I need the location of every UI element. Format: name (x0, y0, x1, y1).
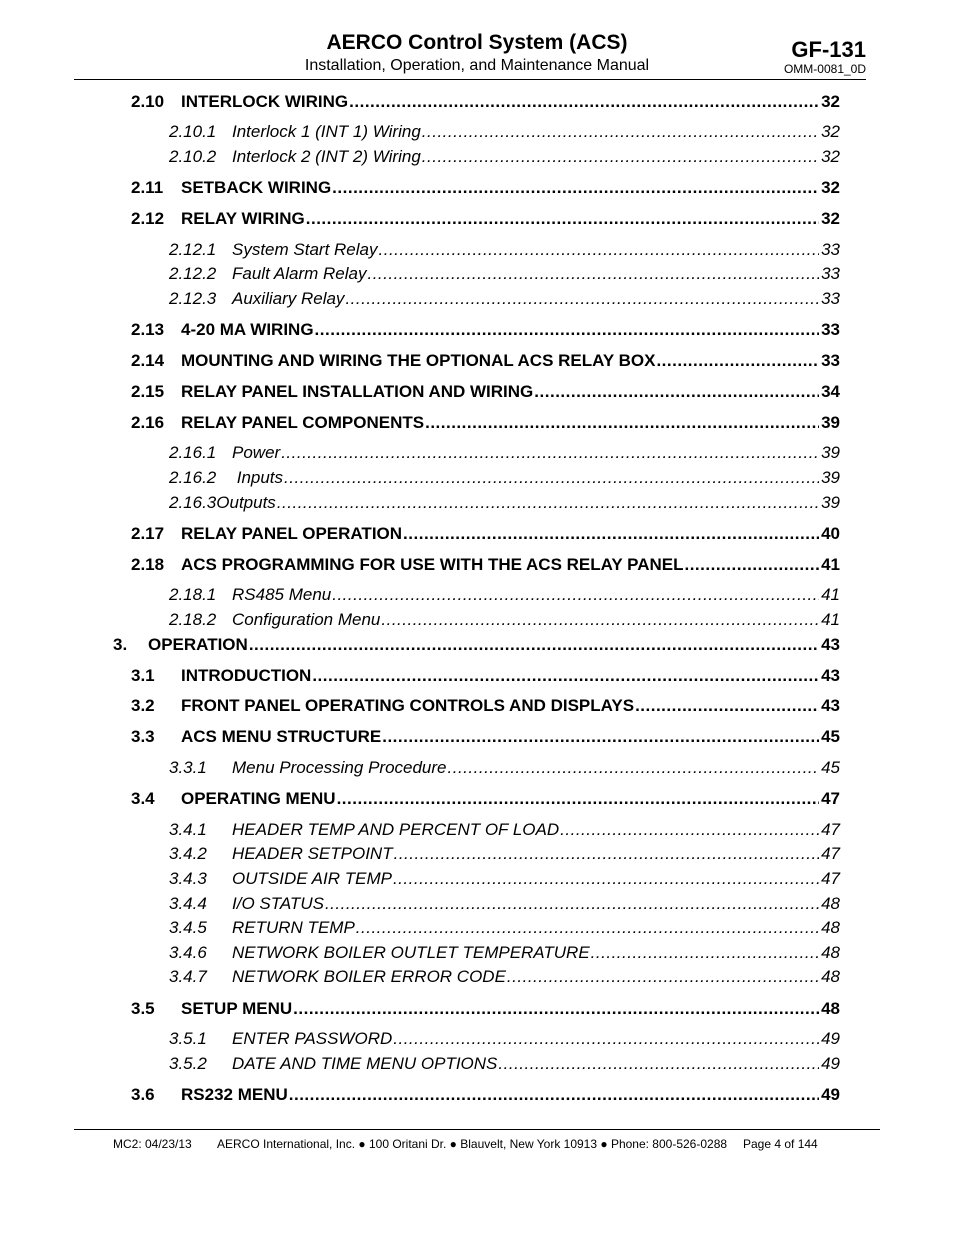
toc-entry-number: 2.16.2 (169, 468, 217, 487)
toc-dot-leader (684, 555, 819, 575)
toc-entry-number: 2.18.1 (169, 585, 217, 604)
toc-entry[interactable] (131, 524, 840, 544)
toc-entry-title: INTRODUCTION (181, 666, 312, 685)
toc-entry-page: 48 (821, 894, 840, 913)
toc-dot-leader (422, 122, 819, 142)
toc-entry-page: 34 (821, 382, 840, 401)
toc-entry-number: 3.6 (131, 1085, 155, 1104)
toc-entry-number: 2.16 (131, 413, 165, 432)
toc-entry-page: 49 (821, 1029, 840, 1048)
toc-entry-title: Auxiliary Relay (232, 289, 345, 308)
toc-entry-number: 2.10 (131, 92, 165, 111)
toc-entry-title: ACS PROGRAMMING FOR USE WITH THE ACS RELAY PANEL (181, 555, 684, 574)
toc-entry-page: 39 (821, 468, 840, 487)
toc-entry-page: 32 (821, 209, 840, 228)
toc-entry-title: I/O STATUS (232, 894, 324, 913)
toc-entry-title: SETBACK WIRING (181, 178, 332, 197)
toc-dot-leader (284, 468, 819, 488)
toc-entry[interactable] (169, 264, 840, 284)
toc-entry-page: 43 (821, 696, 840, 715)
toc-entry-title: OUTSIDE AIR TEMP (232, 869, 392, 888)
toc-entry-number: 3.2 (131, 696, 155, 715)
toc-entry[interactable] (169, 894, 840, 914)
toc-dot-leader (381, 610, 819, 630)
toc-entry-page: 47 (821, 844, 840, 863)
toc-entry[interactable] (131, 999, 840, 1019)
toc-entry[interactable] (169, 967, 840, 987)
toc-entry-number: 3.3 (131, 727, 155, 746)
toc-entry[interactable] (169, 493, 840, 513)
toc-entry[interactable] (131, 382, 840, 402)
toc-entry-number: 2.10.2 (169, 147, 217, 166)
toc-entry-number: 2.18.2 (169, 610, 217, 629)
toc-entry[interactable] (169, 844, 840, 864)
toc-entry-page: 33 (821, 320, 840, 339)
toc-entry[interactable] (131, 320, 840, 340)
toc-entry[interactable] (131, 92, 840, 112)
toc-entry-page: 43 (821, 666, 840, 685)
toc-entry[interactable] (169, 943, 840, 963)
toc-entry-page: 32 (821, 122, 840, 141)
toc-dot-leader (656, 351, 819, 371)
toc-entry[interactable] (169, 122, 840, 142)
footer-company-info: AERCO International, Inc. ● 100 Oritani Dr. ● Blauvelt, New York 10913 ● Phone: 800-526-0288 (217, 1137, 728, 1151)
toc-entry-title: HEADER TEMP AND PERCENT OF LOAD (232, 820, 560, 839)
toc-dot-leader (356, 918, 819, 938)
toc-entry-number: 2.12 (131, 209, 165, 228)
toc-entry-title: Interlock 2 (INT 2) Wiring (232, 147, 421, 166)
toc-entry-page: 49 (821, 1054, 840, 1073)
toc-entry-number: 3.5.1 (169, 1029, 207, 1048)
toc-entry-title: Menu Processing Procedure (232, 758, 447, 777)
toc-entry-number: 2.18 (131, 555, 165, 574)
toc-entry[interactable] (131, 178, 840, 198)
toc-entry-page: 41 (821, 555, 840, 574)
toc-dot-leader (507, 967, 819, 987)
toc-entry-number: 3.4.5 (169, 918, 207, 937)
toc-entry-page: 33 (821, 289, 840, 308)
toc-entry-number: 2.15 (131, 382, 165, 401)
toc-entry-page: 32 (821, 92, 840, 111)
toc-entry-title: ACS MENU STRUCTURE (181, 727, 382, 746)
toc-entry-number: 3. (113, 635, 128, 654)
toc-entry-page: 45 (821, 727, 840, 746)
toc-entry-title: INTERLOCK WIRING (181, 92, 349, 111)
toc-entry-number: 2.14 (131, 351, 165, 370)
toc-entry-number: 2.12.2 (169, 264, 217, 283)
toc-entry-title: FRONT PANEL OPERATING CONTROLS AND DISPLAYS (181, 696, 635, 715)
toc-entry-page: 48 (821, 999, 840, 1018)
toc-dot-leader (422, 147, 819, 167)
toc-entry-page: 33 (821, 240, 840, 259)
document-subtitle: Installation, Operation, and Maintenance Manual (304, 57, 650, 74)
toc-entry[interactable] (169, 1029, 840, 1049)
toc-entry-title: Power (232, 443, 281, 462)
toc-dot-leader (448, 758, 820, 778)
toc-entry-page: 41 (821, 610, 840, 629)
footer-page-number: Page 4 of 144 (743, 1137, 818, 1151)
toc-dot-leader (277, 493, 819, 513)
toc-entry[interactable] (131, 666, 840, 686)
toc-entry-number: 3.1 (131, 666, 155, 685)
toc-entry-title: Configuration Menu (232, 610, 381, 629)
toc-dot-leader (337, 789, 820, 809)
toc-entry-page: 40 (821, 524, 840, 543)
toc-entry[interactable] (169, 443, 840, 463)
toc-dot-leader (345, 289, 819, 309)
toc-entry[interactable] (169, 147, 840, 167)
toc-entry[interactable] (169, 240, 840, 260)
document-title: AERCO Control System (ACS) (326, 31, 628, 54)
toc-entry-number: 3.4 (131, 789, 155, 808)
toc-dot-leader (289, 1085, 819, 1105)
toc-dot-leader (332, 585, 819, 605)
toc-entry[interactable] (169, 585, 840, 605)
toc-entry-title: Fault Alarm Relay (232, 264, 367, 283)
toc-entry-number: 3.4.2 (169, 844, 207, 863)
toc-entry-page: 39 (821, 413, 840, 432)
toc-entry-title: NETWORK BOILER OUTLET TEMPERATURE (232, 943, 590, 962)
toc-dot-leader (349, 92, 819, 112)
toc-entry-page: 47 (821, 820, 840, 839)
toc-entry-page: 49 (821, 1085, 840, 1104)
toc-dot-leader (635, 696, 819, 716)
toc-dot-leader (425, 413, 819, 433)
toc-entry-title: RELAY WIRING (181, 209, 305, 228)
toc-entry-title: RS485 Menu (232, 585, 332, 604)
toc-entry-title: RS232 MENU (181, 1085, 288, 1104)
toc-entry-title: RELAY PANEL OPERATION (181, 524, 403, 543)
toc-entry-title: Interlock 1 (INT 1) Wiring (232, 122, 421, 141)
toc-entry-page: 43 (821, 635, 840, 654)
toc-entry[interactable] (169, 1054, 840, 1074)
toc-entry-title: 4-20 MA WIRING (181, 320, 314, 339)
toc-entry-page: 41 (821, 585, 840, 604)
toc-entry-number: 3.4.6 (169, 943, 207, 962)
toc-entry-number: 2.16.3 (169, 493, 217, 512)
toc-entry-page: 48 (821, 967, 840, 986)
toc-entry-page: 39 (821, 493, 840, 512)
toc-dot-leader (498, 1054, 819, 1074)
toc-dot-leader (306, 209, 819, 229)
toc-dot-leader (393, 869, 819, 889)
toc-entry-title: OPERATION (148, 635, 248, 654)
toc-entry-title: System Start Relay (232, 240, 378, 259)
toc-entry-number: 3.4.1 (169, 820, 207, 839)
toc-dot-leader (591, 943, 819, 963)
toc-entry[interactable] (131, 727, 840, 747)
toc-entry-title: RETURN TEMP (232, 918, 355, 937)
toc-entry[interactable] (131, 413, 840, 433)
toc-entry-title: RELAY PANEL COMPONENTS (181, 413, 425, 432)
toc-entry-number: 3.4.7 (169, 967, 207, 986)
toc-entry-page: 47 (821, 789, 840, 808)
toc-dot-leader (394, 844, 819, 864)
toc-dot-leader (293, 999, 819, 1019)
toc-entry-number: 2.13 (131, 320, 165, 339)
toc-entry[interactable] (169, 610, 840, 630)
toc-entry[interactable] (131, 209, 840, 229)
toc-entry[interactable] (169, 758, 840, 778)
toc-dot-leader (332, 178, 819, 198)
toc-entry-title: Inputs (232, 468, 284, 487)
toc-entry[interactable] (131, 555, 840, 575)
toc-entry-title: SETUP MENU (181, 999, 293, 1018)
toc-entry[interactable] (131, 696, 840, 716)
toc-entry-title: RELAY PANEL INSTALLATION AND WIRING (181, 382, 534, 401)
toc-entry[interactable] (131, 1085, 840, 1105)
toc-entry[interactable] (113, 635, 840, 655)
toc-entry-number: 2.11 (131, 178, 164, 197)
toc-entry-number: 3.4.4 (169, 894, 207, 913)
toc-entry-title: OPERATING MENU (181, 789, 336, 808)
toc-entry[interactable] (131, 351, 840, 371)
toc-entry-page: 33 (821, 264, 840, 283)
toc-entry-page: 39 (821, 443, 840, 462)
toc-entry-page: 47 (821, 869, 840, 888)
toc-entry-number: 3.5.2 (169, 1054, 207, 1073)
toc-entry-number: 2.12.3 (169, 289, 217, 308)
toc-entry-page: 32 (821, 147, 840, 166)
toc-entry-number: 2.16.1 (169, 443, 217, 462)
toc-entry-title: ENTER PASSWORD (232, 1029, 393, 1048)
footer-revision: MC2: 04/23/13 (113, 1137, 192, 1151)
toc-entry-page: 33 (821, 351, 840, 370)
toc-entry-number: 2.17 (131, 524, 165, 543)
toc-entry-number: 3.5 (131, 999, 155, 1018)
toc-entry[interactable] (131, 789, 840, 809)
toc-entry[interactable] (169, 289, 840, 309)
toc-dot-leader (379, 240, 820, 260)
toc-entry-number: 2.10.1 (169, 122, 217, 141)
toc-entry-number: 3.3.1 (169, 758, 207, 777)
toc-entry-title: Outputs (216, 493, 276, 512)
toc-dot-leader (325, 894, 819, 914)
toc-dot-leader (312, 666, 819, 686)
toc-dot-leader (315, 320, 820, 340)
toc-dot-leader (560, 820, 819, 840)
toc-entry[interactable] (169, 869, 840, 889)
toc-dot-leader (534, 382, 819, 402)
toc-dot-leader (367, 264, 819, 284)
document-code: GF-131 (791, 37, 866, 62)
footer-divider (74, 1129, 880, 1130)
toc-entry-page: 48 (821, 943, 840, 962)
toc-entry-page: 32 (821, 178, 840, 197)
toc-dot-leader (403, 524, 819, 544)
toc-dot-leader (382, 727, 819, 747)
toc-entry-title: MOUNTING AND WIRING THE OPTIONAL ACS RELAY BOX (181, 351, 656, 370)
toc-entry-number: 3.4.3 (169, 869, 207, 888)
toc-entry-page: 45 (821, 758, 840, 777)
toc-entry-title: HEADER SETPOINT (232, 844, 393, 863)
document-number: OMM-0081_0D (783, 62, 866, 76)
toc-entry[interactable] (169, 468, 840, 488)
toc-dot-leader (281, 443, 819, 463)
toc-entry-page: 48 (821, 918, 840, 937)
toc-entry-title: DATE AND TIME MENU OPTIONS (232, 1054, 498, 1073)
toc-entry[interactable] (169, 918, 840, 938)
toc-dot-leader (393, 1029, 819, 1049)
toc-entry-number: 2.12.1 (169, 240, 217, 259)
toc-entry-title: NETWORK BOILER ERROR CODE (232, 967, 506, 986)
toc-entry[interactable] (169, 820, 840, 840)
toc-dot-leader (249, 635, 819, 655)
